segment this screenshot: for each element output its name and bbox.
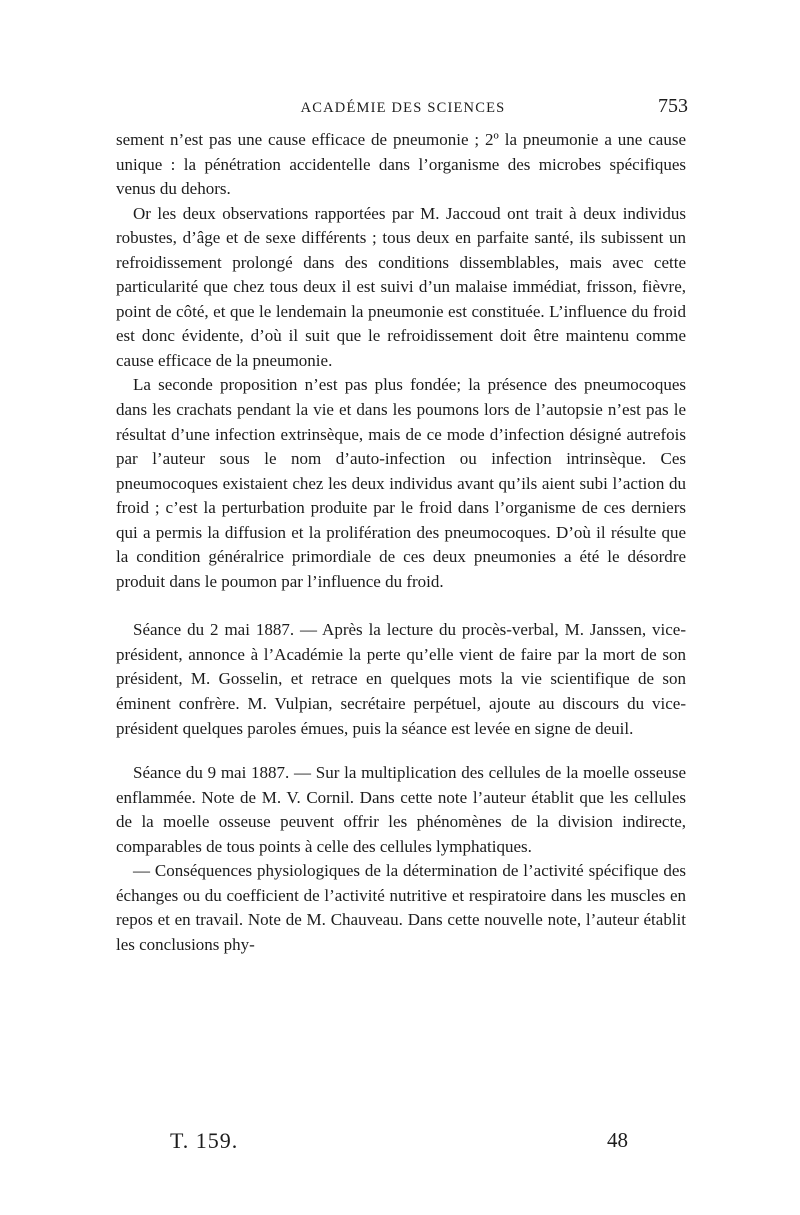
paragraph-chauveau-note: — Conséquences physiologiques de la détermination de l’activité spécifique des échanges ou du coefficient de l’activité nutritive et respiratoire dans les muscles en repos et en travail. Note de M. Chauveau. Dans cette nouvelle note, l’auteur établit les conclusions phy- xyxy=(116,861,686,954)
folio-number: 48 xyxy=(607,1128,628,1152)
body-text xyxy=(116,128,686,958)
page-number: 753 xyxy=(658,95,688,117)
page-footer xyxy=(170,1128,628,1158)
running-head: ACADÉMIE DES SCIENCES xyxy=(300,100,506,116)
page-header xyxy=(118,95,688,126)
paragraph-pneumocoques: La seconde proposition n’est pas plus fondée; la présence des pneumocoques dans les crachats pendant la vie et dans les poumons lors de l’autopsie n’est pas le résultat d’une infection extrinsèque, mais de ce mode d’infection désigné autrefois par l’auteur sous le nom d’auto-infection ou infection intrinsèque. Ces pneumocoques existaient chez les deux individus avant qu’ils aient subi l’action du froid ; c’est la perturbation produite par le froid dans l’organisme de ces derniers qui a permis la diffusion et la prolifération des pneumocoques. D’où il résulte que la condition généralrice primordiale de ces deux pneumonies a été le désordre produit dans le poumon par l’influence du froid. xyxy=(116,375,686,591)
paragraph-seance-9-mai: Séance du 9 mai 1887. — Sur la multiplication des cellules de la moelle osseuse enflammée. Note de M. V. Cornil. Dans cette note l’auteur établit que les cellules de la moelle osseuse peuvent offrir les phénomènes de la division indirecte, comparables de tous points à celle des cellules lymphatiques. xyxy=(116,763,686,856)
paragraph-seance-2-mai: Séance du 2 mai 1887. — Après la lecture du procès-verbal, M. Janssen, vice-président, annonce à l’Académie la perte qu’elle vient de faire par la mort de son président, M. Gosselin, et retrace en quelques mots la vie scientifique de son éminent confrère. M. Vulpian, secrétaire perpétuel, ajoute au discours du vice-président quelques paroles émues, puis la séance est levée en signe de deuil. xyxy=(116,620,686,738)
signature-mark: T. 159. xyxy=(170,1128,239,1153)
paragraph-jaccoud-observations: Or les deux observations rapportées par M. Jaccoud ont trait à deux individus robustes, d’âge et de sexe différents ; tous deux en parfaite santé, ils subissent un refroidissement prolongé dans des conditions dissemblables, mais avec cette particularité que chez tous deux il est suivi d’un malaise immédiat, frisson, fièvre, point de côté, et que le lendemain la pneumonie est constituée. L’influence du froid est donc évidente, d’où il suit que le refroidissement doit être maintenu comme cause efficace de la pneumonie. xyxy=(116,203,686,370)
paragraph-continuation: sement n’est pas une cause efficace de pneumonie ; 2º la pneumonie a une cause unique : la pénétration accidentelle dans l’organisme des microbes spécifiques venus du dehors. xyxy=(116,130,686,199)
